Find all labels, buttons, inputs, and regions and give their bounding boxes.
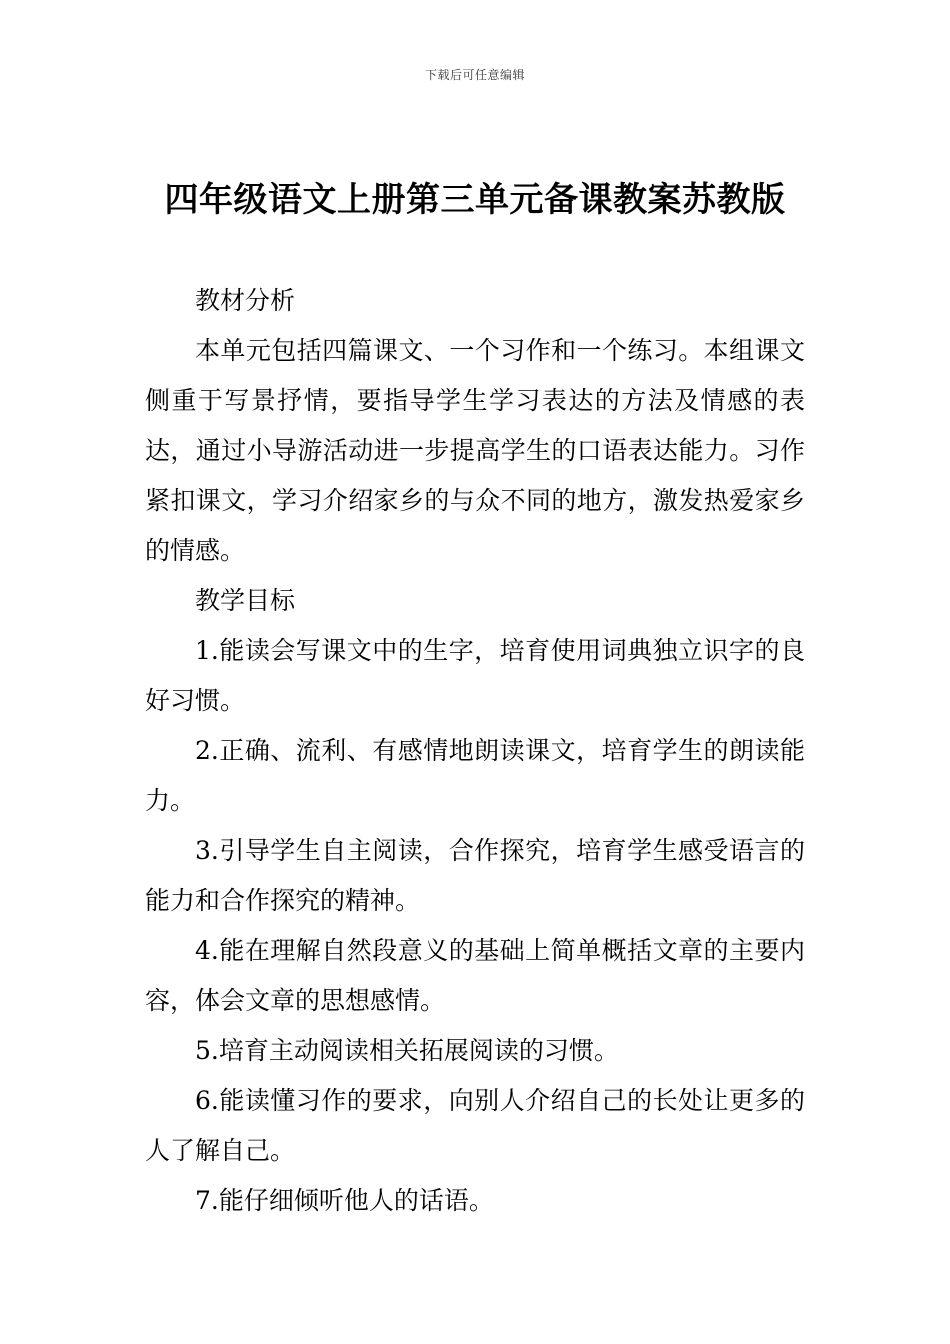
header-note: 下载后可任意编辑 [424,68,525,82]
goal-item-3: 3.引导学生自主阅读，合作探究，培育学生感受语言的能力和合作探究的精神。 [145,836,805,915]
document-title: 四年级语文上册第三单元备课教案苏教版 [164,180,786,220]
goal-item-6: 6.能读懂习作的要求，向别人介绍自己的长处让更多的人了解自己。 [145,1086,805,1165]
goal-item-5: 5.培育主动阅读相关拓展阅读的习惯。 [195,1036,619,1065]
section-heading-analysis: 教材分析 [195,286,296,315]
goal-item-1: 1.能读会写课文中的生字，培育使用词典独立识字的良好习惯。 [145,636,805,715]
goal-item-7: 7.能仔细倾听他人的话语。 [195,1186,494,1215]
goal-item-4: 4.能在理解自然段意义的基础上简单概括文章的主要内容，体会文章的思想感情。 [145,936,805,1015]
document-body [145,276,805,1226]
goal-item-2: 2.正确、流利、有感情地朗读课文，培育学生的朗读能力。 [145,736,805,815]
section-heading-goals: 教学目标 [195,586,296,615]
paragraph-analysis: 本单元包括四篇课文、一个习作和一个练习。本组课文侧重于写景抒情，要指导学生学习表达的方法及情感的表达，通过小导游活动进一步提高学生的口语表达能力。习作紧扣课文，学习介绍家乡的与众不同的地方，激发热爱家乡的情感。 [145,336,805,565]
